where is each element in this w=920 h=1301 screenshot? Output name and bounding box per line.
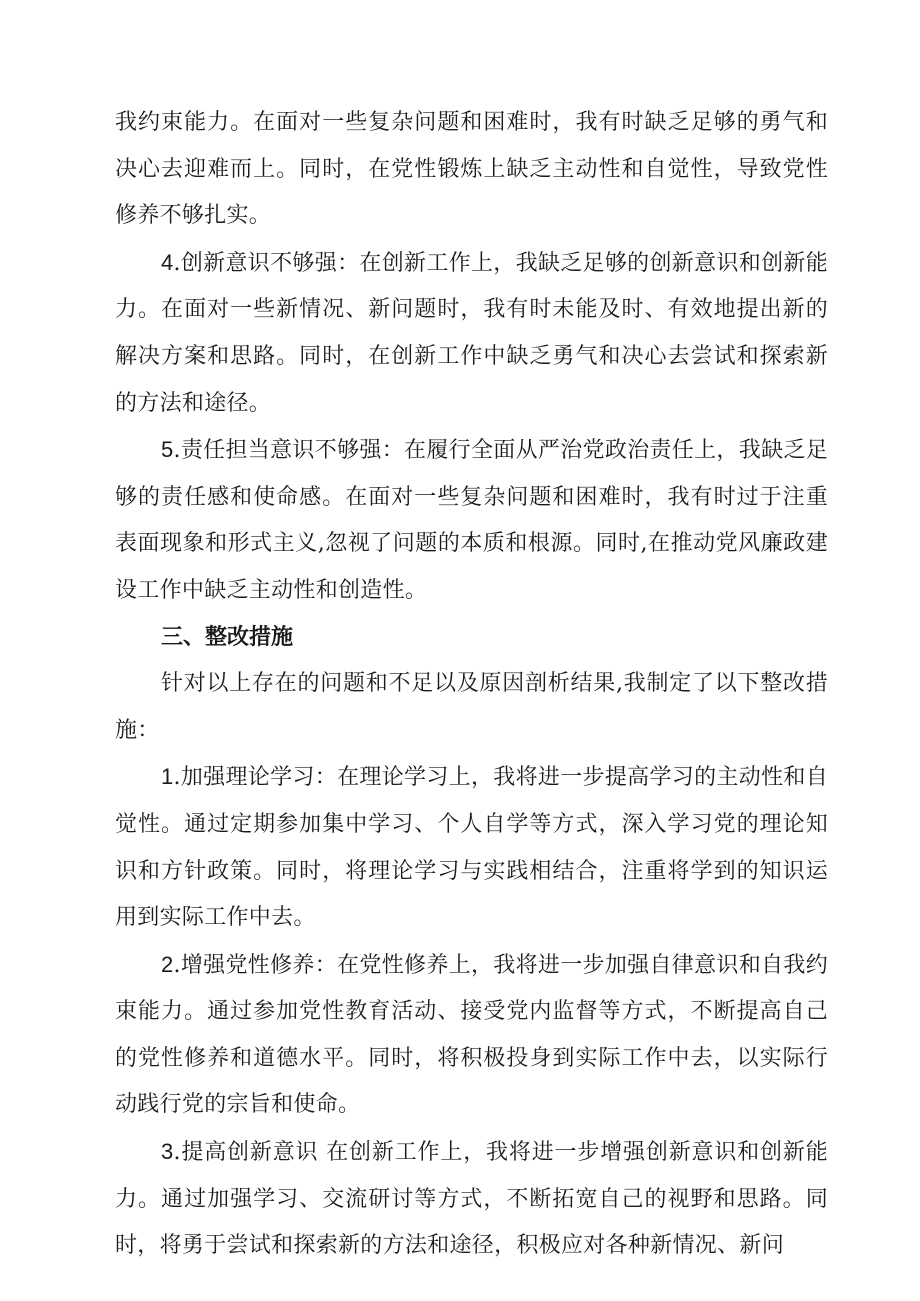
list-item-5 [115, 427, 828, 614]
list-item-3 [115, 1129, 828, 1270]
item-number: 2 [161, 951, 174, 977]
list-item-2 [115, 942, 828, 1129]
item-text: .责任担当意识不够强：在履行全面从严治党政治责任上，我缺乏足够的责任感和使命感。在面对一些复杂问题和困难时，我有时过于注重表面现象和形式主义,忽视了问题的本质和根源。同时,在推动党风廉政建设工作中缺乏主动性和创造性。 [115, 438, 828, 603]
section-heading: 三、整改措施 [161, 624, 294, 650]
list-item-4 [115, 240, 828, 427]
item-number: 3 [161, 1139, 174, 1165]
item-text: .创新意识不够强：在创新工作上，我缺乏足够的创新意识和创新能力。在面对一些新情况、新问题时，我有时未能及时、有效地提出新的解决方案和思路。同时，在创新工作中缺乏勇气和决心去尝试和探索新的方法和途径。 [115, 250, 828, 416]
item-text: .加强理论学习：在理论学习上，我将进一步提高学习的主动性和自觉性。通过定期参加集中学习、个人自学等方式，深入学习党的理论知识和方针政策。同时，将理论学习与实践相结合，注重将学到的知识运用到实际工作中去。 [115, 765, 828, 931]
paragraph-continuation: 我约束能力。在面对一些复杂问题和困难时，我有时缺乏足够的勇气和决心去迎难而上。同时，在党性锻炼上缺乏主动性和自觉性，导致党性修养不够扎实。 [115, 110, 828, 229]
item-number: 5 [161, 437, 174, 463]
paragraph-intro: 针对以上存在的问题和不足以及原因剖析结果,我制定了以下整改措施： [115, 671, 828, 743]
item-number: 1 [161, 764, 174, 790]
item-number: 4 [161, 249, 174, 275]
item-text: .增强党性修养：在党性修养上，我将进一步加强自律意识和自我约束能力。通过参加党性教育活动、接受党内监督等方式，不断提高自己的党性修养和道德水平。同时，将积极投身到实际工作中去，以实际行动践行党的宗旨和使命。 [115, 952, 828, 1118]
list-item-1 [115, 754, 828, 941]
item-text: .提高创新意识 在创新工作上，我将进一步增强创新意识和创新能力。通过加强学习、交流研讨等方式，不断拓宽自己的视野和思路。同时，将勇于尝试和探索新的方法和途径，积极应对各种新情况、新问 [115, 1140, 828, 1259]
